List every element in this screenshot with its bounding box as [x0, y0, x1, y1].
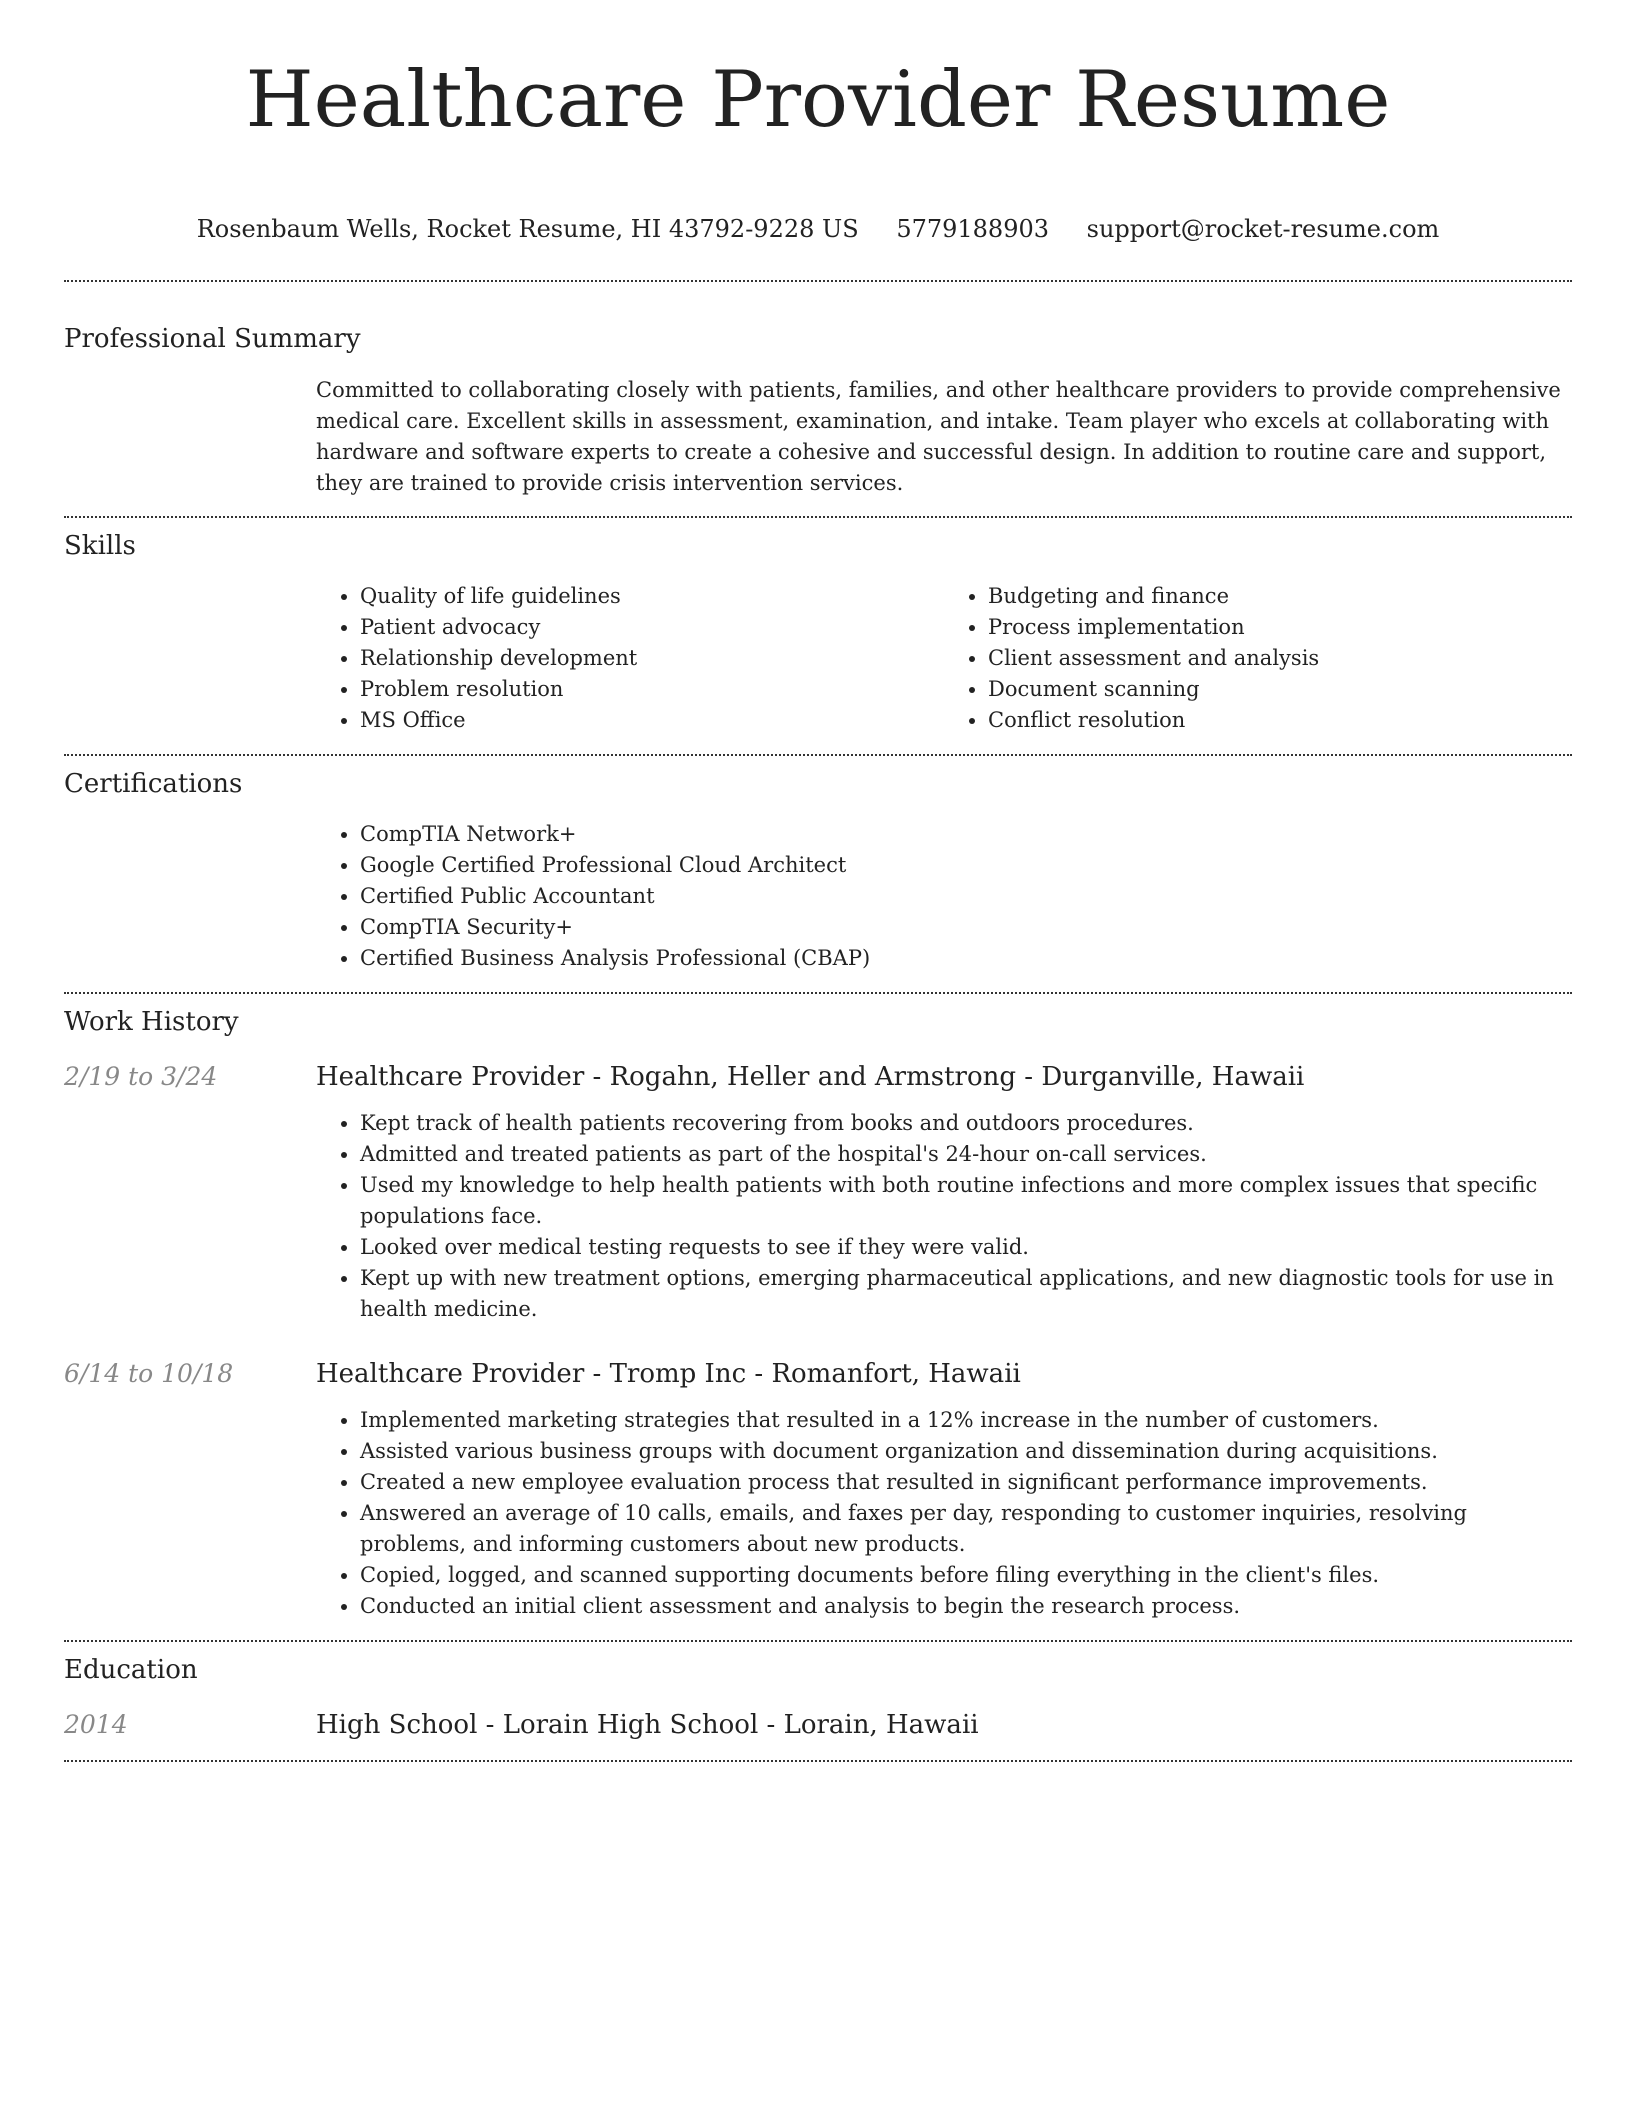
summary-text: Committed to collaborating closely with patients, families, and other healthcare providers to provide comprehensive medical care. Excellent skills in assessment, examination, and intake. Team player who excels at collaborating with hardware and software experts to create a cohesive and successful design. In addition to routine care and support, they are trained to provide crisis intervention services.: [316, 378, 1561, 495]
divider: [64, 516, 1572, 518]
skill-item: • Quality of life guidelines: [360, 581, 944, 612]
job-bullet: • Answered an average of 10 calls, emails, and faxes per day, responding to customer inquiries, resolving problems, and informing customers about new products.: [360, 1498, 1572, 1560]
skill-item: • Document scanning: [988, 674, 1572, 705]
job-bullet: • Used my knowledge to help health patients with both routine infections and more complex issues that specific populations face.: [360, 1170, 1572, 1232]
skill-item: • Process implementation: [988, 612, 1572, 643]
education-entry: [64, 1708, 1572, 1742]
divider: [64, 1640, 1572, 1642]
skill-item: • Budgeting and finance: [988, 581, 1572, 612]
certification-item: • CompTIA Security+: [360, 912, 1572, 943]
education-title: High School - Lorain High School - Lorain, Hawaii: [316, 1710, 979, 1740]
job-entry: [64, 1060, 1572, 1325]
skill-item: • MS Office: [360, 705, 944, 736]
skills-right-column: [944, 581, 1572, 736]
resume-title: Healthcare Provider Resume: [245, 55, 1391, 145]
job-bullets: [316, 1108, 1572, 1325]
contact-email: support@rocket-resume.com: [1086, 215, 1440, 243]
skill-item: • Patient advocacy: [360, 612, 944, 643]
skill-item: • Conflict resolution: [988, 705, 1572, 736]
job-bullet: • Kept up with new treatment options, emerging pharmaceutical applications, and new diagnostic tools for use in health medicine.: [360, 1263, 1572, 1325]
job-bullet: • Kept track of health patients recovering from books and outdoors procedures.: [360, 1108, 1572, 1139]
job-bullet: • Assisted various business groups with document organization and dissemination during acquisitions.: [360, 1436, 1572, 1467]
work-history-heading: Work History: [64, 1007, 239, 1037]
job-details: [316, 1060, 1572, 1325]
job-title: Healthcare Provider - Tromp Inc - Romanfort, Hawaii: [316, 1359, 1021, 1389]
contact-address: Rosenbaum Wells, Rocket Resume, HI 43792-9228 US: [196, 215, 859, 243]
certifications-list: [316, 819, 1572, 974]
skill-item: • Problem resolution: [360, 674, 944, 705]
resume-page: [64, 0, 1572, 1762]
job-bullets: [316, 1405, 1572, 1622]
job-dates: 2/19 to 3/24: [64, 1062, 218, 1091]
contact-phone: 5779188903: [896, 215, 1050, 243]
certification-item: • Google Certified Professional Cloud Architect: [360, 850, 1572, 881]
skills-list: [316, 581, 1572, 736]
education-heading: Education: [64, 1655, 198, 1685]
skills-left-column: [316, 581, 944, 736]
divider: [64, 1760, 1572, 1762]
job-title: Healthcare Provider - Rogahn, Heller and Armstrong - Durganville, Hawaii: [316, 1062, 1305, 1092]
job-bullet: • Conducted an initial client assessment and analysis to begin the research process.: [360, 1591, 1572, 1622]
summary-heading: Professional Summary: [64, 324, 361, 354]
job-bullet: • Created a new employee evaluation process that resulted in significant performance improvements.: [360, 1467, 1572, 1498]
job-dates: 6/14 to 10/18: [64, 1359, 234, 1388]
job-details: [316, 1357, 1572, 1622]
divider: [64, 280, 1572, 282]
job-bullet: • Admitted and treated patients as part of the hospital's 24-hour on-call services.: [360, 1139, 1572, 1170]
certification-item: • CompTIA Network+: [360, 819, 1572, 850]
job-bullet: • Copied, logged, and scanned supporting documents before filing everything in the client's files.: [360, 1560, 1572, 1591]
education-details: [316, 1708, 1572, 1742]
job-bullet: • Looked over medical testing requests to see if they were valid.: [360, 1232, 1572, 1263]
divider: [64, 754, 1572, 756]
education-dates: 2014: [64, 1710, 128, 1739]
job-bullet: • Implemented marketing strategies that resulted in a 12% increase in the number of customers.: [360, 1405, 1572, 1436]
certifications-heading: Certifications: [64, 769, 243, 799]
certification-item: • Certified Public Accountant: [360, 881, 1572, 912]
certification-item: • Certified Business Analysis Professional (CBAP): [360, 943, 1572, 974]
divider: [64, 992, 1572, 994]
skill-item: • Relationship development: [360, 643, 944, 674]
skill-item: • Client assessment and analysis: [988, 643, 1572, 674]
skills-heading: Skills: [64, 531, 136, 561]
certifications-ul: [316, 819, 1572, 974]
contact-line: [64, 214, 1572, 244]
job-entry: [64, 1357, 1572, 1622]
